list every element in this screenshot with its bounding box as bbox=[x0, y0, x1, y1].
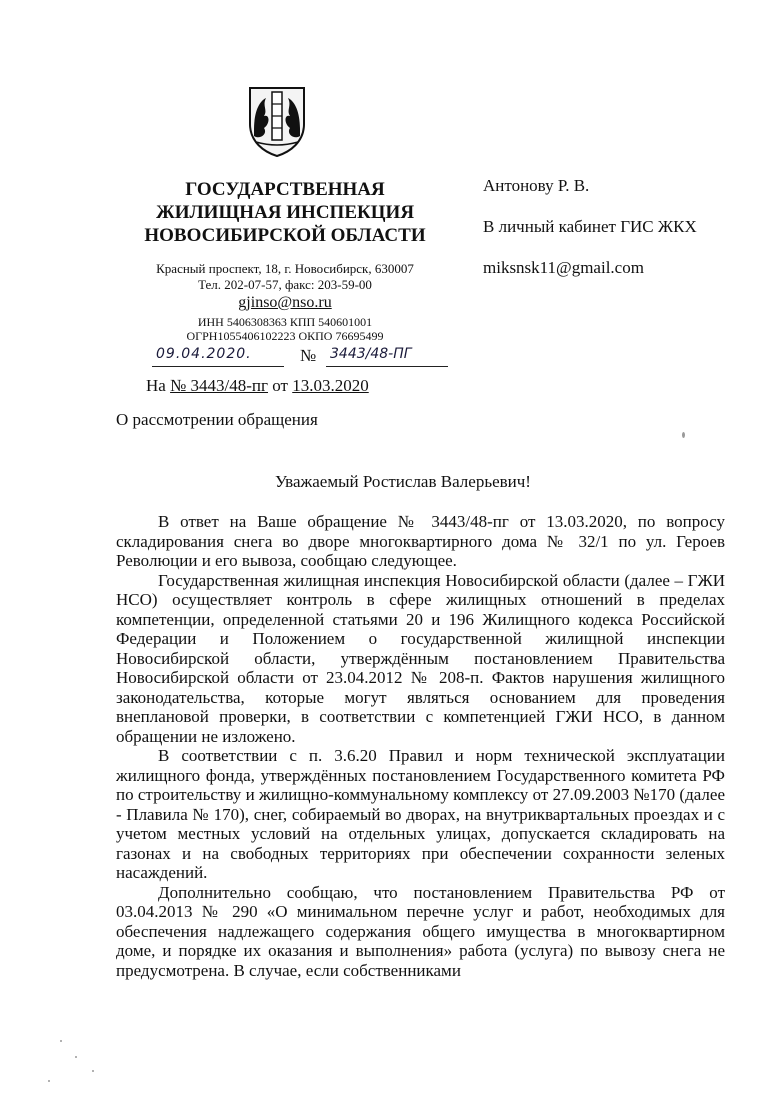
registration-line bbox=[148, 346, 448, 368]
scan-speck bbox=[682, 432, 685, 438]
in-reply-date: 13.03.2020 bbox=[292, 376, 369, 395]
letter-subject: О рассмотрении обращения bbox=[116, 410, 318, 429]
organization-email bbox=[110, 294, 460, 312]
in-reply-line bbox=[146, 376, 369, 396]
recipient-channel: В личный кабинет ГИС ЖКХ bbox=[483, 217, 697, 236]
ogrn-okpo-line: ОГРН1055406102223 ОКПО 76695499 bbox=[186, 329, 384, 343]
scan-speck bbox=[75, 1056, 77, 1058]
organization-codes bbox=[110, 315, 460, 343]
organization-name-line: ГОСУДАРСТВЕННАЯ bbox=[185, 179, 385, 200]
body-paragraph: В соответствии с п. 3.6.20 Правил и норм технической эксплуатации жилищного фонда, утверждённых постановлением Государственного комитета РФ по строительству и жилищно-коммунальному комплексу от 27.09.2003 №170 (далее - Плавила № 170), снег, собираемый во дворах, на внутриквартальных проездах и с учетом местных условий на отдельных улицах, допускается складировать на газонах и на свободных территориях при обеспечении сохранности зеленых насаждений. bbox=[116, 746, 725, 882]
coat-of-arms-icon bbox=[246, 84, 308, 158]
registration-number: 3443/48-ПГ bbox=[326, 346, 448, 367]
registration-date: 09.04.2020. bbox=[152, 346, 284, 367]
in-reply-middle: от bbox=[272, 376, 288, 395]
in-reply-number: № 3443/48-пг bbox=[170, 376, 269, 395]
scan-speck bbox=[48, 1080, 50, 1082]
registration-number-label: № bbox=[300, 346, 317, 365]
body-paragraph: Государственная жилищная инспекция Новосибирской области (далее – ГЖИ НСО) осуществляет контроль в сфере жилищных отношений в пределах компетенции, определенной статьями 20 и 196 Жилищного кодекса Российской Федерации и Положением о государственной жилищной инспекции Новосибирской области, утверждённым постановлением Правительства Новосибирской области от 23.04.2012 № 208-п. Фактов нарушения жилищного законодательства, которые могут являться основанием для проведения внеплановой проверки, в соответствии с компетенцией ГЖИ НСО, в данном обращении не изложено. bbox=[116, 570, 725, 746]
scan-speck bbox=[92, 1070, 94, 1072]
organization-name-line: НОВОСИБИРСКОЙ ОБЛАСТИ bbox=[144, 225, 426, 246]
recipient-email[interactable]: miksnsk11@gmail.com bbox=[483, 258, 644, 277]
body-paragraph: В ответ на Ваше обращение № 3443/48-пг от 13.03.2020, по вопросу складирования снега во дворе многоквартирного дома № 32/1 по ул. Героев Революции и его вывоза, сообщаю следующее. bbox=[116, 512, 725, 570]
in-reply-prefix: На bbox=[146, 376, 166, 395]
organization-name bbox=[120, 178, 450, 247]
body-paragraph: Дополнительно сообщаю, что постановлением Правительства РФ от 03.04.2013 № 290 «О минимальном перечне услуг и работ, необходимых для обеспечения надлежащего содержания общего имущества в многоквартирном доме, и порядке их оказания и выполнения» работа (услуга) по вывозу снега не предусмотрена. В случае, если собственниками bbox=[116, 882, 725, 980]
salutation: Уважаемый Ростислав Валерьевич! bbox=[275, 472, 531, 491]
recipient-name: Антонову Р. В. bbox=[483, 176, 590, 195]
address-line: Красный проспект, 18, г. Новосибирск, 630007 bbox=[156, 261, 414, 276]
organization-name-line: ЖИЛИЩНАЯ ИНСПЕКЦИЯ bbox=[155, 202, 415, 223]
organization-email-link[interactable]: gjinso@nso.ru bbox=[238, 294, 332, 311]
organization-address bbox=[110, 261, 460, 293]
scan-speck bbox=[60, 1040, 62, 1042]
letter-body bbox=[116, 512, 725, 980]
inn-kpp-line: ИНН 5406308363 КПП 540601001 bbox=[197, 315, 373, 329]
phone-line: Тел. 202-07-57, факс: 203-59-00 bbox=[198, 277, 372, 292]
